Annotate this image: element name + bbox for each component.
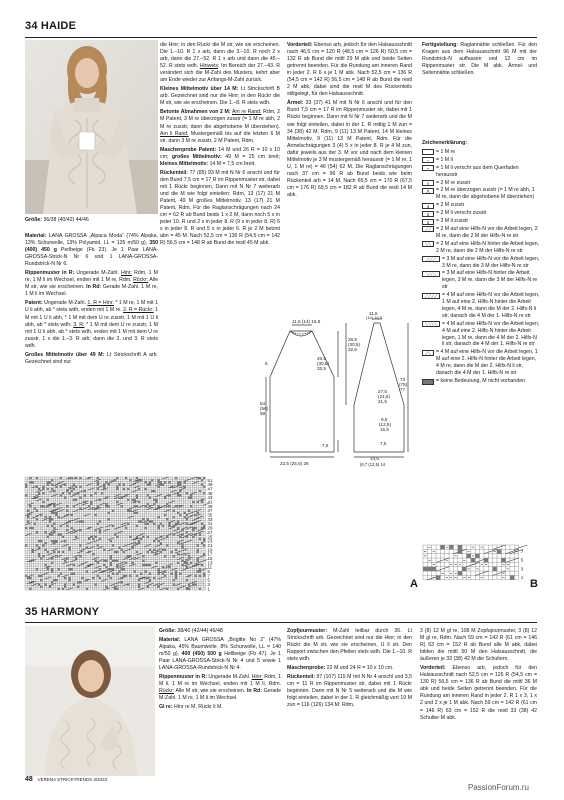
- size-line-haide: [25, 217, 158, 224]
- legend-item: [422, 187, 540, 201]
- title-rule-top: [25, 37, 537, 38]
- svg-text:7,5: 7,5: [380, 441, 387, 446]
- model-photo-harmony: [25, 626, 155, 776]
- legend-item: [422, 202, 540, 209]
- legend-symbol-icon: ⟍⟍: [422, 241, 434, 247]
- legend-item: [422, 349, 540, 377]
- legend-item: [422, 226, 540, 240]
- stockinette-paragraph: Gl re: Hinr re M, Rückr li M.: [159, 704, 223, 711]
- chart-row-number: 45: [207, 490, 213, 496]
- legend-text: = 1 M li: [436, 156, 453, 163]
- finishing-paragraph: Fertigstellung: Raglannähte schließen. Für den Kragen aus dem Halsausschnitt 96 M mit der Rundstrick-N auffassen und 12 cm im Rippenmuster str. Die M abk. Ärmel- und Seitennähte schließen.: [422, 42, 537, 77]
- svg-text:7,5: 7,5: [322, 443, 329, 448]
- chart-row-number: 15: [207, 555, 213, 561]
- back-paragraph: Rückenteil: 77 (85) 93 M mit N Nr 6 anschl und für den Bund 7,5 cm = 17 R im Rippenmuster str, dabei mit 1 Rückr beginnen. Dann mit N Nr 7 weiterarb und die M wie folgt einteilen: Rdm, 13 (17) 21 M Patent, 49 M großes Mittelmotiv, 13 (17) 21 M Patent, Rdm. Für die Raglanschrägungen nach 24 cm = 62 R ab Bund beids 1 x 2 M, dann noch 5 x in jeder 10. R und 2 x in jeder 8. R (9 x in jeder 8. R) 6 x in jeder 8. R und 5 x in jeder 6. R je 2 M betont abn = 45 M. Nach 52,5 cm = 136 R (54,5 cm = 142 R) 56,5 cm = 148 R ab Bund die restl 45 M abk.: [160, 169, 280, 247]
- legend-symbol-icon: 4: [422, 203, 434, 209]
- chart-row-number: 5: [520, 557, 524, 563]
- text-column-4: [422, 42, 537, 79]
- legend-text: = 4 M auf eine Hilfs-N vor die Arbeit legen, 4 M auf eine 2. Hilfs-N hinter die Arbeit legen, 1 M re, dann die 4 M der 2. Hilfs-N li str, danach die 4 M der 1. Hilfs-N re str: [442, 320, 540, 348]
- svg-text:(30,5): (30,5): [317, 361, 330, 366]
- legend-rows: [422, 149, 540, 385]
- chart-row-number: 23: [207, 538, 213, 544]
- legend-symbol-icon: –: [422, 157, 434, 163]
- svg-text:21,5: 21,5: [378, 399, 387, 404]
- legend-item: [422, 241, 540, 255]
- svg-text:(12,5): (12,5): [379, 422, 392, 427]
- page-number: 48: [25, 776, 33, 783]
- chart-row-number: 19: [207, 547, 213, 553]
- legend-symbol-icon: ◊: [422, 180, 434, 186]
- chart-row-number: 41: [207, 499, 213, 505]
- legend-text: = 2 M li verschr zusstr: [436, 210, 487, 217]
- title-rule-bottom: [25, 622, 537, 623]
- legend-text: = 2 M zusstr: [436, 202, 465, 209]
- legend-text: = 2 M re überzogen zusstr (= 1 M re abh, 1 M re, dann die abgehobene M überziehen): [436, 187, 535, 201]
- dim-body-width: 22,5 (25,5) 28: [280, 461, 309, 466]
- legend-symbol-icon: 3: [422, 211, 434, 217]
- legend-item: [422, 321, 540, 349]
- front-paragraph-harmony: Vorderteil: Ebenso arb, jedoch für den Halsausschnitt nach 52,5 cm = 126 R (54,5 cm = 130 R) 56,5 cm = 136 R ab Bund die mittl 36 M abk und beide Seiten getrennt beenden. Für die Rundung am inneren Rand in jeder 2. R 1 x 3, 1 x 2 und 2 x je 1 M abk. Nach 59 cm = 142 R (61 cm = 146 R) 63 cm = 152 R die restl 33 (38) 42 Schulter-M abk.: [420, 665, 537, 721]
- svg-text:73: 73: [400, 377, 406, 382]
- chart-row-number: 11: [207, 564, 213, 570]
- back-continued-paragraph: 3 (8) 12 M gl re, 108 M Zopfajourmuster, 3 (8) 12 M gl re, Rdm. Nach 59 cm = 142 R (61 cm = 146 R) 63 cm = 152 R ab Bund alle M abk, dabei bilden die mittl 50 M den Halsausschnitt, die äußeren je 33 (38) 42 M die Schultern.: [420, 628, 537, 663]
- legend-symbol-icon: ⟍⟍⟍: [422, 271, 440, 277]
- legend-symbol-icon: 3: [422, 219, 434, 225]
- legend-item: [422, 165, 540, 179]
- chart-row-number: 49: [207, 482, 213, 488]
- back-paragraph-harmony: Rückenteil: 97 (107) 115 M mit N Nr 4 anschl und 3,5 cm = 11 R im Rippenmuster str, dabei mit 1 Rückr beginnen. Dann mit N Nr 5 weiterarb und die M wie folgt einteilen, dabei in der 1. R gleichmäßig vert 19 M zun = 116 (126) 134 M: Rdm,: [287, 674, 412, 709]
- decreases-paragraph: Betonte Abnahmen von 2 M: Am re Rand: Rdm, 2 M Patent, 3 M re überzogen zusstr (= 1 M re abh, 2 M re zusstr, dann die abgehobene M überziehen). Am li Rand: Mustergemäß bis auf die letzten 6 M str, dann 3 M re zusstr, 2 M Patent, Rdm.: [160, 109, 281, 144]
- rib-pattern-paragraph-harmony: Rippenmuster in R: Ungerade M-Zahl. Hinr: Rdm, 1 M li, 1 M re im Wechsel, enden mit 1 M li, Rdm. Rückr: Alle M str, wie sie erscheinen. In Rd: Gerade M-Zahl. 1 M re, 1 M li im Wechsel.: [159, 674, 281, 702]
- legend-symbol-icon: [422, 379, 434, 385]
- legend-symbol-icon: ⋀: [422, 188, 434, 194]
- knitting-chart-a: [25, 477, 403, 591]
- legend-text: = 2 M re zusstr: [436, 179, 471, 186]
- text-column-b3: [420, 628, 537, 724]
- legend-text: = 3 M li zusstr: [436, 218, 469, 225]
- svg-text:15,5: 15,5: [380, 427, 389, 432]
- legend-item: [422, 378, 540, 385]
- patent-paragraph: Patent: Ungerade M-Zahl. 1. R = Hinr: * 1 M re, 1 M mit 1 U li abh, ab * stets wdh, enden mit 1 M re. 2. R = Rückr: 1 M mit 1 U li abh, * 1 M mit dem U re zusstr, 1 M mit 1 U li abh, ab * stets wdh. 3. R: * 1 M mit dem U re zusstr, 1 M mit 1 U li abh, ab * stets wdh, enden mit 1 M mit dem U re zusstr. 1 x die 1.–3. R arb, dann die 2. und 3. R stets wdh.: [25, 300, 158, 349]
- chart-row-number: 7: [207, 573, 210, 579]
- legend-text: = 3 M auf eine Hilfs-N vor die Arbeit legen, 3 M re, dann die 3 M der Hilfs-N re str: [442, 255, 540, 269]
- text-column-3: [287, 42, 412, 201]
- legend-symbol-icon: ⟋⟋: [422, 226, 434, 232]
- text-column-b2: [287, 628, 412, 712]
- chart-row-number: 3: [520, 566, 524, 572]
- motif-small-paragraph: Kleines Mittelmotiv über 14 M: Lt Strickschrift B arb. Gezeichnet sind nur die Hinr; in den Rückr die M str, wie sie erscheinen. Die 1.–8. R stets wdh.: [160, 86, 280, 107]
- svg-text:28,5: 28,5: [348, 337, 357, 342]
- chart-row-number: 29: [207, 525, 213, 531]
- dim-raglan-back: 26,5: [317, 356, 326, 361]
- chart-row-number: 1: [207, 586, 210, 592]
- legend-item: [422, 210, 540, 217]
- text-column-1: [25, 233, 158, 368]
- model-photo-haide: [25, 40, 158, 214]
- legend-text: = 4 M auf eine Hilfs-N vor die Arbeit legen, 1 M auf eine 2. Hilfs-N hinter die Arbeit legen, 4 M re, dann die M der 2. Hilfs-N li str, danach die 4 M der 1. Hilfs-N re str: [436, 349, 538, 377]
- magazine-name: VERENA STRICKTRENDS 3/2023: [37, 777, 108, 782]
- gauge-paragraph-harmony: Maschenprobe: 22 M und 24 R = 10 x 10 cm.: [287, 665, 394, 672]
- legend-item: [422, 157, 540, 164]
- chart-row-number: 3: [207, 582, 210, 588]
- svg-text:54: 54: [260, 401, 266, 406]
- material-paragraph: Material: LANA GROSSA „Alpaca Moda“ (74% Alpaka, 13% Schurwolle, 13% Polyamid, LL = 135 m/50 g), 350 (400) 450 g Perlbeige (Fb 23). Je 1 Paar LANA-GROSSA-Strick-N Nr 6 und 1 LANA-GROSSA-Rundstrick-N Nr 6.: [25, 233, 159, 268]
- legend-item: [422, 218, 540, 225]
- legend-symbol-icon: ⟍⟍⟍⟍: [422, 321, 440, 327]
- pattern-title-harmony: 35 HARMONY: [25, 606, 100, 618]
- svg-text:27,5: 27,5: [378, 389, 387, 394]
- knitting-chart-b: [423, 545, 527, 591]
- size-text: Größe: 36/38 (40/42) 44/46: [25, 217, 89, 223]
- legend-symbol-icon: ⟋⟋⟋⟋: [422, 293, 440, 299]
- svg-text:32,5: 32,5: [348, 347, 357, 352]
- chart-row-number: 9: [207, 569, 210, 575]
- chart-row-number: 1: [520, 575, 524, 581]
- symbol-legend: [422, 140, 540, 386]
- svg-text:9,5: 9,5: [381, 417, 388, 422]
- svg-text:58: 58: [260, 411, 266, 416]
- front-paragraph: Vorderteil: Ebenso arb, jedoch für den Halsausschnitt nach 46,5 cm = 120 R (48,5 cm = 126 R) 50,5 cm = 132 R ab Bund die mittl 29 M abk und beide Seiten getrennt beenden. Für die Rundung am inneren Rand in jeder 2. R 6 x je 1 M abk. Nach 52,5 cm = 136 R (54,5 cm = 142 R) 56,5 cm = 148 R ab Bund die restl 2 M abk, dabei sind die restl M des Rückenteils stillgelegt, für den Halsausschnitt.: [287, 42, 412, 98]
- chart-row-number: 37: [207, 508, 213, 514]
- svg-text:(6,7 (12,5) 14: (6,7 (12,5) 14: [360, 462, 386, 467]
- legend-text: = 3 M auf eine Hilfs-N hinter die Arbeit legen, 3 M re, dann die 3 M der Hilfs-N re str: [442, 270, 538, 291]
- chart-row-number: 51: [207, 477, 213, 483]
- garment-schematic: [262, 305, 412, 475]
- svg-text:32,5: 32,5: [317, 366, 326, 371]
- motif-large-paragraph: Großes Mittelmotiv über 49 M: Lt Strickschrift A arb. Gezeichnet sind nur: [25, 351, 158, 365]
- chart-row-number: 7: [520, 549, 524, 555]
- chart-row-number: 31: [207, 521, 213, 527]
- chart-row-number: 35: [207, 512, 213, 518]
- legend-text: = 1 M re: [436, 148, 456, 155]
- legend-symbol-icon: [422, 149, 434, 155]
- motif-continued-paragraph: die Hinr; in den Rückr die M str, wie sie erscheinen. Die 1.–10. R 1 x arb, dann die 3.–10. R noch 2 x arb, dann die 27.–52. R 1 x arb und dann die 45.–52. R stets wdh. Hinweis: Im Bereich der 27.–43. R verändert sich die M-Zahl des Musters, kehrt aber am Ende wieder zur Anfangs-M-Zahl zurück.: [160, 42, 280, 84]
- legend-title: Zeichenerklärung:: [422, 140, 467, 146]
- svg-text:(75): (75): [399, 382, 408, 387]
- chart-row-number: 5: [207, 577, 210, 583]
- rib-pattern-paragraph: Rippenmuster in R: Ungerade M-Zahl. Hinr: Rdm, 1 M re, 1 M li im Wechsel, enden mit 1 M re, Rdm. Rückr: Alle M str, wie sie erscheinen. In Rd: Gerade M-Zahl. 1 M re, 1 M li im Wechsel.: [25, 270, 158, 298]
- chart-row-number: 39: [207, 503, 213, 509]
- legend-item: [422, 149, 540, 156]
- legend-symbol-icon: ~: [422, 165, 434, 171]
- page-footer: [25, 776, 107, 783]
- legend-item: [422, 292, 540, 320]
- chart-row-number: 17: [207, 551, 213, 557]
- chart-row-number: 27: [207, 529, 213, 535]
- text-column-b1: [159, 628, 281, 714]
- chart-row-number: 43: [207, 495, 213, 501]
- chart-row-number: 33: [207, 516, 213, 522]
- legend-item: [422, 256, 540, 270]
- legend-item: [422, 180, 540, 187]
- legend-item: [422, 270, 540, 291]
- legend-symbol-icon: ⟋⟋⟋: [422, 256, 440, 262]
- dim-sleeve-top: 11,5: [369, 311, 378, 316]
- legend-text: = 4 M auf eine Hilfs-N vor die Arbeit legen, 1 M auf eine 2. Hilfs-N hinter die Arbeit legen, 4 M re, dann die M der 2. Hilfs-N li str, danach die 4 M der 1. Hilfs-N re str: [442, 292, 540, 319]
- gauge-paragraph: Maschenprobe Patent: 14 M und 26 R = 10 x 10 cm; großes Mittelmotiv: 49 M = 25 cm breit; kleines Mittelmotiv: 14 M = 7,5 cm breit.: [160, 146, 280, 167]
- chart-row-number: 13: [207, 560, 213, 566]
- legend-symbol-icon: ⟋⟍: [422, 350, 434, 356]
- chart-row-number: 25: [207, 534, 213, 540]
- dim-neck-width: 11,5 (14) 16,5: [292, 319, 321, 324]
- pattern-title-haide: 34 HAIDE: [25, 20, 77, 32]
- size-text-harmony: Größe: 38/40 (42/44) 46/48: [159, 628, 223, 634]
- sleeve-paragraph: Ärmel: 33 (37) 41 M mit N Nr 6 anschl und für den Bund 7,5 cm = 17 R im Rippenmuster str, dabei mit 1 Rückr beginnen. Dann mit N Nr 7 weiterarb und die M wie folgt einteilen, dabei in der 1. R mittig 1 M zun = 34 (38) 42 M: Rdm, 9 (11) 13 M Patent, 14 M kleines Mittelmotiv, 9 (11) 13 M Patent, Rdm. Für die Armelschrägungen 3 (4) 5 x in jeder 8. R je 4 M zun, dafür jeweils aus der 3. M vor und nach dem kleinen Mittelmotiv je 3 M mustergemäß herausstr (= 1 M re, 1 U, 1 M re) = 46 (54) 62 M. Die Raglanschrägungen nach 37 cm = 96 R ab Bund beids wie beim Rückenteil arb = 14 M. Nach 65,5 cm = 170 R (67,5 cm = 176 R) 69,5 cm = 182 R ab Bund die restl 14 M abk.: [287, 100, 412, 198]
- chart-a-label: A: [410, 578, 418, 590]
- material-paragraph-harmony: Material: LANA GROSSA „Brigitte No 2“ (47% Alpaka, 45% Baumwolle, 8% Schurwolle, LL = 140 m/50 g), 400 (450) 500 g Hellbeige (Fb 47). Je 1 Paar LANA-GROSSA-Strick-N Nr 4 und 5 sowie 1 LANA-GROSSA-Rundstrick-N Nr 4.: [159, 637, 281, 672]
- legend-text: = 2 M auf eine Hilfs-N vor die Arbeit legen, 2 M re, dann die 2 M der Hilfs-N re str: [436, 225, 538, 239]
- cable-lace-paragraph: Zopfjourmuster: M-Zahl teilbar durch 36. Lt Strickschrift arb. Gezeichnet sind nur die Hinr; in den Rückr die M str, wie sie erscheinen, U li str. Den Rapport zwischen den Pfeilen stets wdh. Die 1.–10. R stets wdh.: [287, 628, 412, 663]
- svg-text:(24,5): (24,5): [378, 394, 391, 399]
- svg-text:(56): (56): [260, 406, 269, 411]
- chart-row-number: 21: [207, 542, 213, 548]
- chart-row-number: 47: [207, 486, 213, 492]
- legend-text: = 1 M li verschr aus dem Querfaden herausstr: [436, 164, 519, 178]
- dim-neck-depth: 6: [265, 361, 268, 366]
- text-column-2: [160, 42, 280, 249]
- legend-text: = keine Bedeutung, M nicht vorhanden: [436, 378, 525, 384]
- legend-text: = 2 M auf eine Hilfs-N hinter die Arbeit legen, 2 M re, dann die 2 M der Hilfs-N re str: [436, 240, 540, 254]
- svg-text:77: 77: [400, 387, 406, 392]
- svg-text:(30,5): (30,5): [348, 342, 361, 347]
- watermark: PassionForum.ru: [468, 783, 529, 792]
- chart-b-label: B: [530, 578, 538, 590]
- svg-text:14,5: 14,5: [370, 456, 379, 461]
- svg-text:(14) 16,5: (14) 16,5: [366, 315, 383, 320]
